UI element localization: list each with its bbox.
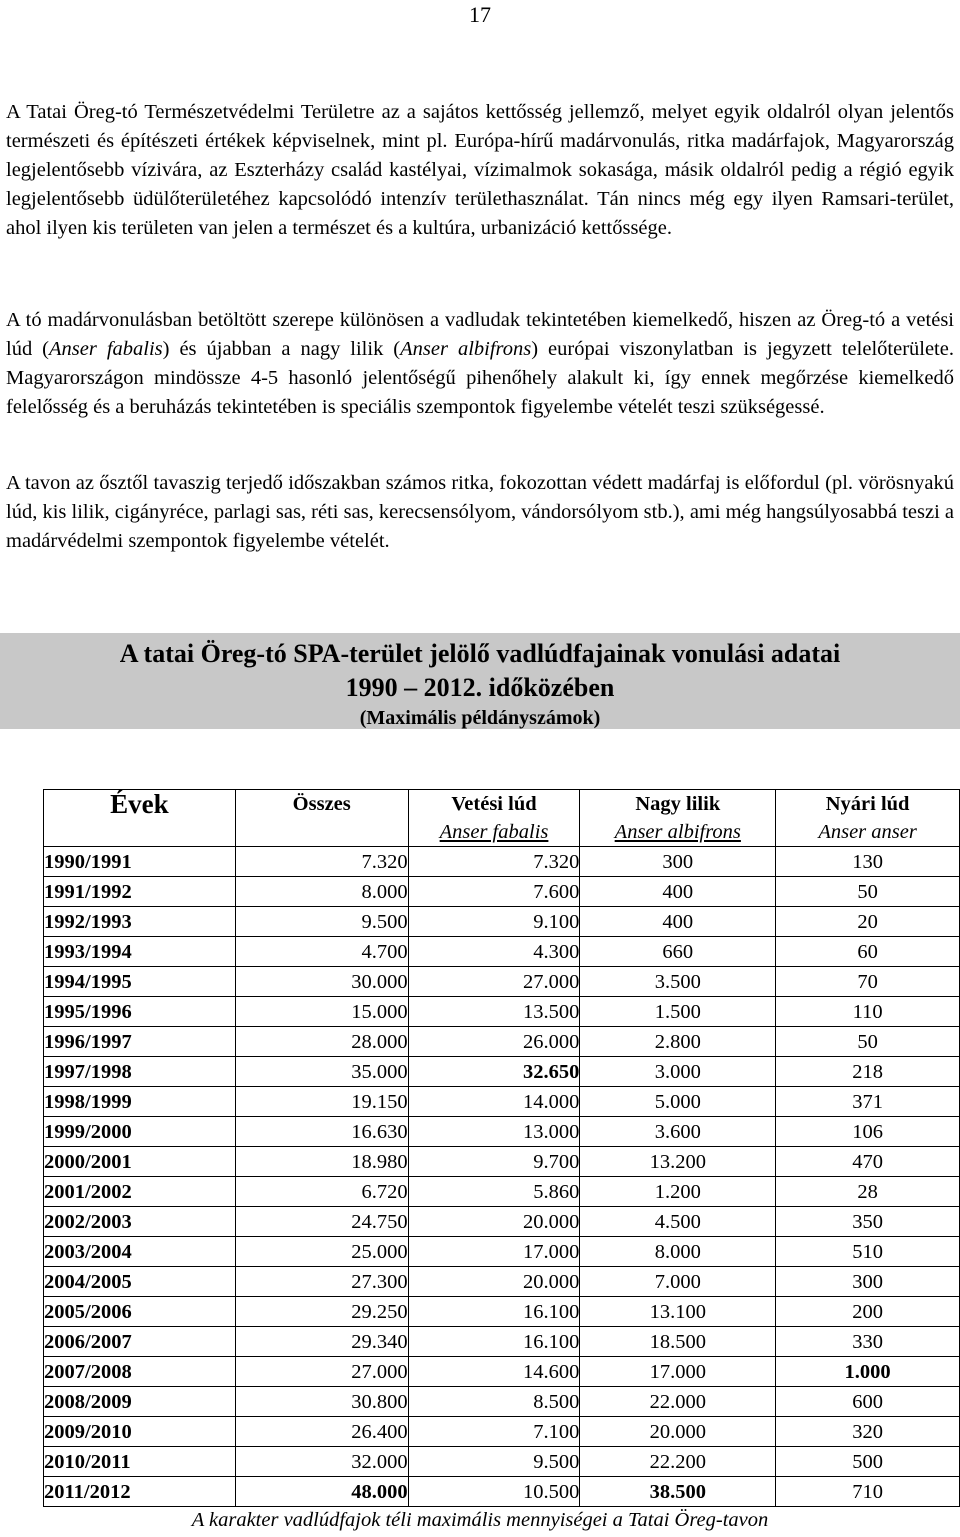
header-bean-goose-latin: Anser fabalis [439, 821, 549, 843]
table-row [44, 937, 960, 967]
greylag-cell: 600 [776, 1387, 960, 1417]
total-cell: 7.320 [235, 847, 408, 877]
bean-goose-cell: 32.650 [408, 1057, 580, 1087]
greylag-cell: 500 [776, 1447, 960, 1477]
total-cell: 6.720 [235, 1177, 408, 1207]
greylag-cell: 60 [776, 937, 960, 967]
white-fronted-cell: 400 [580, 877, 776, 907]
white-fronted-cell: 8.000 [580, 1237, 776, 1267]
total-cell: 4.700 [235, 937, 408, 967]
greylag-cell: 50 [776, 1027, 960, 1057]
greylag-cell: 50 [776, 877, 960, 907]
white-fronted-cell: 300 [580, 847, 776, 877]
year-cell: 2011/2012 [44, 1477, 236, 1507]
bean-goose-cell: 16.100 [408, 1297, 580, 1327]
total-cell: 30.000 [235, 967, 408, 997]
paragraph-3: A tavon az ősztől tavaszig terjedő időszakban számos ritka, fokozottan védett madárfaj is előfordul (pl. vörösnyakú lúd, kis lilik, cigányréce, parlagi sas, réti sas, kerecsensólyom, vándorsólyom stb.), ami még hangsúlyosabbá teszi a madárvédelmi szempontok figyelembe vételét. [6, 472, 954, 552]
header-white-fronted-goose: Nagy lilik Anser albifrons [580, 790, 776, 847]
table-row [44, 1267, 960, 1297]
header-greylag-latin: Anser anser [818, 821, 917, 843]
table-row [44, 1147, 960, 1177]
bean-goose-cell: 26.000 [408, 1027, 580, 1057]
bean-goose-cell: 20.000 [408, 1267, 580, 1297]
greylag-cell: 106 [776, 1117, 960, 1147]
bean-goose-cell: 9.700 [408, 1147, 580, 1177]
paragraph-1: A Tatai Öreg-tó Természetvédelmi Területre az a sajátos kettősség jellemző, melyet egyik oldalról olyan jelentős természeti és építészeti értékek képviselnek, mint pl. Európa-hírű madárvonulás, ritka madárfajok, Magyarország legjelentősebb vízivára, az Eszterházy család kastélyai, vízimalmok sokasága, másik oldalról pedig a régió egyik legjelentősebb üdülőterületéhez kapcsolódó intenzív területhasználat. Tán nincs még egy ilyen Ramsari-terület, ahol ilyen kis területen van jelen a természet és a kultúra, urbanizáció kettőssége. [6, 101, 954, 239]
greylag-cell: 130 [776, 847, 960, 877]
year-cell: 2008/2009 [44, 1387, 236, 1417]
table-row [44, 1117, 960, 1147]
white-fronted-cell: 13.200 [580, 1147, 776, 1177]
year-cell: 1990/1991 [44, 847, 236, 877]
bean-goose-cell: 5.860 [408, 1177, 580, 1207]
year-cell: 2005/2006 [44, 1297, 236, 1327]
white-fronted-cell: 38.500 [580, 1477, 776, 1507]
white-fronted-cell: 22.200 [580, 1447, 776, 1477]
total-cell: 16.630 [235, 1117, 408, 1147]
paragraph-2: A tó madárvonulásban betöltött szerepe különösen a vadludak tekintetében kiemelkedő, hiszen az Öreg-tó a vetési lúd (Anser fabalis) és újabban a nagy lilik (Anser albifrons) európai viszonylatban is jegyzett telelőterülete. Magyarországon mindössze 4-5 hasonló jelentőségű pihenőhely alakult ki, így ennek megőrzése kiemelkedő felelősség és a beruházás tekintetében is speciális szempontok figyelembe vételét teszi szükségessé. [6, 309, 954, 418]
year-cell: 1998/1999 [44, 1087, 236, 1117]
total-cell: 28.000 [235, 1027, 408, 1057]
greylag-cell: 20 [776, 907, 960, 937]
white-fronted-cell: 400 [580, 907, 776, 937]
table-title-box [0, 633, 960, 729]
year-cell: 1996/1997 [44, 1027, 236, 1057]
bean-goose-cell: 4.300 [408, 937, 580, 967]
white-fronted-cell: 22.000 [580, 1387, 776, 1417]
year-cell: 2006/2007 [44, 1327, 236, 1357]
year-cell: 2003/2004 [44, 1237, 236, 1267]
greylag-cell: 371 [776, 1087, 960, 1117]
greylag-cell: 28 [776, 1177, 960, 1207]
table-row [44, 907, 960, 937]
total-cell: 19.150 [235, 1087, 408, 1117]
total-cell: 25.000 [235, 1237, 408, 1267]
total-cell: 29.250 [235, 1297, 408, 1327]
bean-goose-cell: 9.500 [408, 1447, 580, 1477]
white-fronted-cell: 1.200 [580, 1177, 776, 1207]
year-cell: 2009/2010 [44, 1417, 236, 1447]
header-bean-goose: Vetési lúd Anser fabalis [408, 790, 580, 847]
year-cell: 1991/1992 [44, 877, 236, 907]
year-cell: 1993/1994 [44, 937, 236, 967]
white-fronted-cell: 20.000 [580, 1417, 776, 1447]
year-cell: 2001/2002 [44, 1177, 236, 1207]
table-row [44, 1177, 960, 1207]
white-fronted-cell: 5.000 [580, 1087, 776, 1117]
table-row [44, 877, 960, 907]
page-number: 17 [469, 2, 491, 27]
white-fronted-cell: 1.500 [580, 997, 776, 1027]
table-row [44, 847, 960, 877]
header-greylag-goose: Nyári lúd Anser anser [776, 790, 960, 847]
year-cell: 2007/2008 [44, 1357, 236, 1387]
table-title-period: 1990 – 2012. időközében [345, 673, 615, 702]
header-white-fronted-latin: Anser albifrons [614, 821, 741, 843]
bean-goose-cell: 8.500 [408, 1387, 580, 1417]
table-title: A tatai Öreg-tó SPA-terület jelölő vadlúdfajainak vonulási adatai [119, 639, 841, 668]
white-fronted-cell: 17.000 [580, 1357, 776, 1387]
year-cell: 2002/2003 [44, 1207, 236, 1237]
white-fronted-cell: 4.500 [580, 1207, 776, 1237]
year-cell: 1994/1995 [44, 967, 236, 997]
year-cell: 2000/2001 [44, 1147, 236, 1177]
bean-goose-cell: 7.100 [408, 1417, 580, 1447]
greylag-cell: 710 [776, 1477, 960, 1507]
white-fronted-cell: 2.800 [580, 1027, 776, 1057]
total-cell: 32.000 [235, 1447, 408, 1477]
year-cell: 1997/1998 [44, 1057, 236, 1087]
bean-goose-cell: 7.320 [408, 847, 580, 877]
bean-goose-cell: 20.000 [408, 1207, 580, 1237]
header-years: Évek [44, 790, 236, 847]
white-fronted-cell: 13.100 [580, 1297, 776, 1327]
greylag-cell: 330 [776, 1327, 960, 1357]
table-row [44, 997, 960, 1027]
bean-goose-cell: 13.000 [408, 1117, 580, 1147]
year-cell: 2004/2005 [44, 1267, 236, 1297]
table-subtitle: (Maximális példányszámok) [359, 707, 601, 729]
table-row [44, 967, 960, 997]
greylag-cell: 70 [776, 967, 960, 997]
total-cell: 30.800 [235, 1387, 408, 1417]
greylag-cell: 510 [776, 1237, 960, 1267]
white-fronted-cell: 660 [580, 937, 776, 967]
year-cell: 1992/1993 [44, 907, 236, 937]
total-cell: 48.000 [235, 1477, 408, 1507]
total-cell: 9.500 [235, 907, 408, 937]
bean-goose-cell: 27.000 [408, 967, 580, 997]
year-cell: 2010/2011 [44, 1447, 236, 1477]
table-row [44, 1447, 960, 1477]
greylag-cell: 350 [776, 1207, 960, 1237]
goose-counts-table [43, 789, 960, 1507]
bean-goose-cell: 7.600 [408, 877, 580, 907]
year-cell: 1995/1996 [44, 997, 236, 1027]
total-cell: 35.000 [235, 1057, 408, 1087]
bean-goose-cell: 14.000 [408, 1087, 580, 1117]
header-total: Összes [235, 790, 408, 847]
table-row [44, 1237, 960, 1267]
table-caption: A karakter vadlúdfajok téli maximális mennyiségei a Tatai Öreg-tavon [191, 1509, 769, 1531]
white-fronted-cell: 3.500 [580, 967, 776, 997]
white-fronted-cell: 7.000 [580, 1267, 776, 1297]
bean-goose-cell: 16.100 [408, 1327, 580, 1357]
bean-goose-cell: 10.500 [408, 1477, 580, 1507]
table-row [44, 1417, 960, 1447]
table-row [44, 1087, 960, 1117]
table-row [44, 1207, 960, 1237]
table-row [44, 1057, 960, 1087]
bean-goose-cell: 9.100 [408, 907, 580, 937]
total-cell: 8.000 [235, 877, 408, 907]
bean-goose-cell: 13.500 [408, 997, 580, 1027]
table-row [44, 1357, 960, 1387]
total-cell: 24.750 [235, 1207, 408, 1237]
table-row [44, 1297, 960, 1327]
total-cell: 26.400 [235, 1417, 408, 1447]
table-row [44, 1477, 960, 1507]
greylag-cell: 218 [776, 1057, 960, 1087]
greylag-cell: 300 [776, 1267, 960, 1297]
white-fronted-cell: 18.500 [580, 1327, 776, 1357]
bean-goose-cell: 17.000 [408, 1237, 580, 1267]
greylag-cell: 320 [776, 1417, 960, 1447]
total-cell: 29.340 [235, 1327, 408, 1357]
total-cell: 27.000 [235, 1357, 408, 1387]
bean-goose-cell: 14.600 [408, 1357, 580, 1387]
total-cell: 27.300 [235, 1267, 408, 1297]
greylag-cell: 110 [776, 997, 960, 1027]
greylag-cell: 1.000 [776, 1357, 960, 1387]
greylag-cell: 470 [776, 1147, 960, 1177]
table-row [44, 1327, 960, 1357]
white-fronted-cell: 3.000 [580, 1057, 776, 1087]
greylag-cell: 200 [776, 1297, 960, 1327]
total-cell: 18.980 [235, 1147, 408, 1177]
table-row [44, 1027, 960, 1057]
table-row [44, 1387, 960, 1417]
year-cell: 1999/2000 [44, 1117, 236, 1147]
total-cell: 15.000 [235, 997, 408, 1027]
white-fronted-cell: 3.600 [580, 1117, 776, 1147]
